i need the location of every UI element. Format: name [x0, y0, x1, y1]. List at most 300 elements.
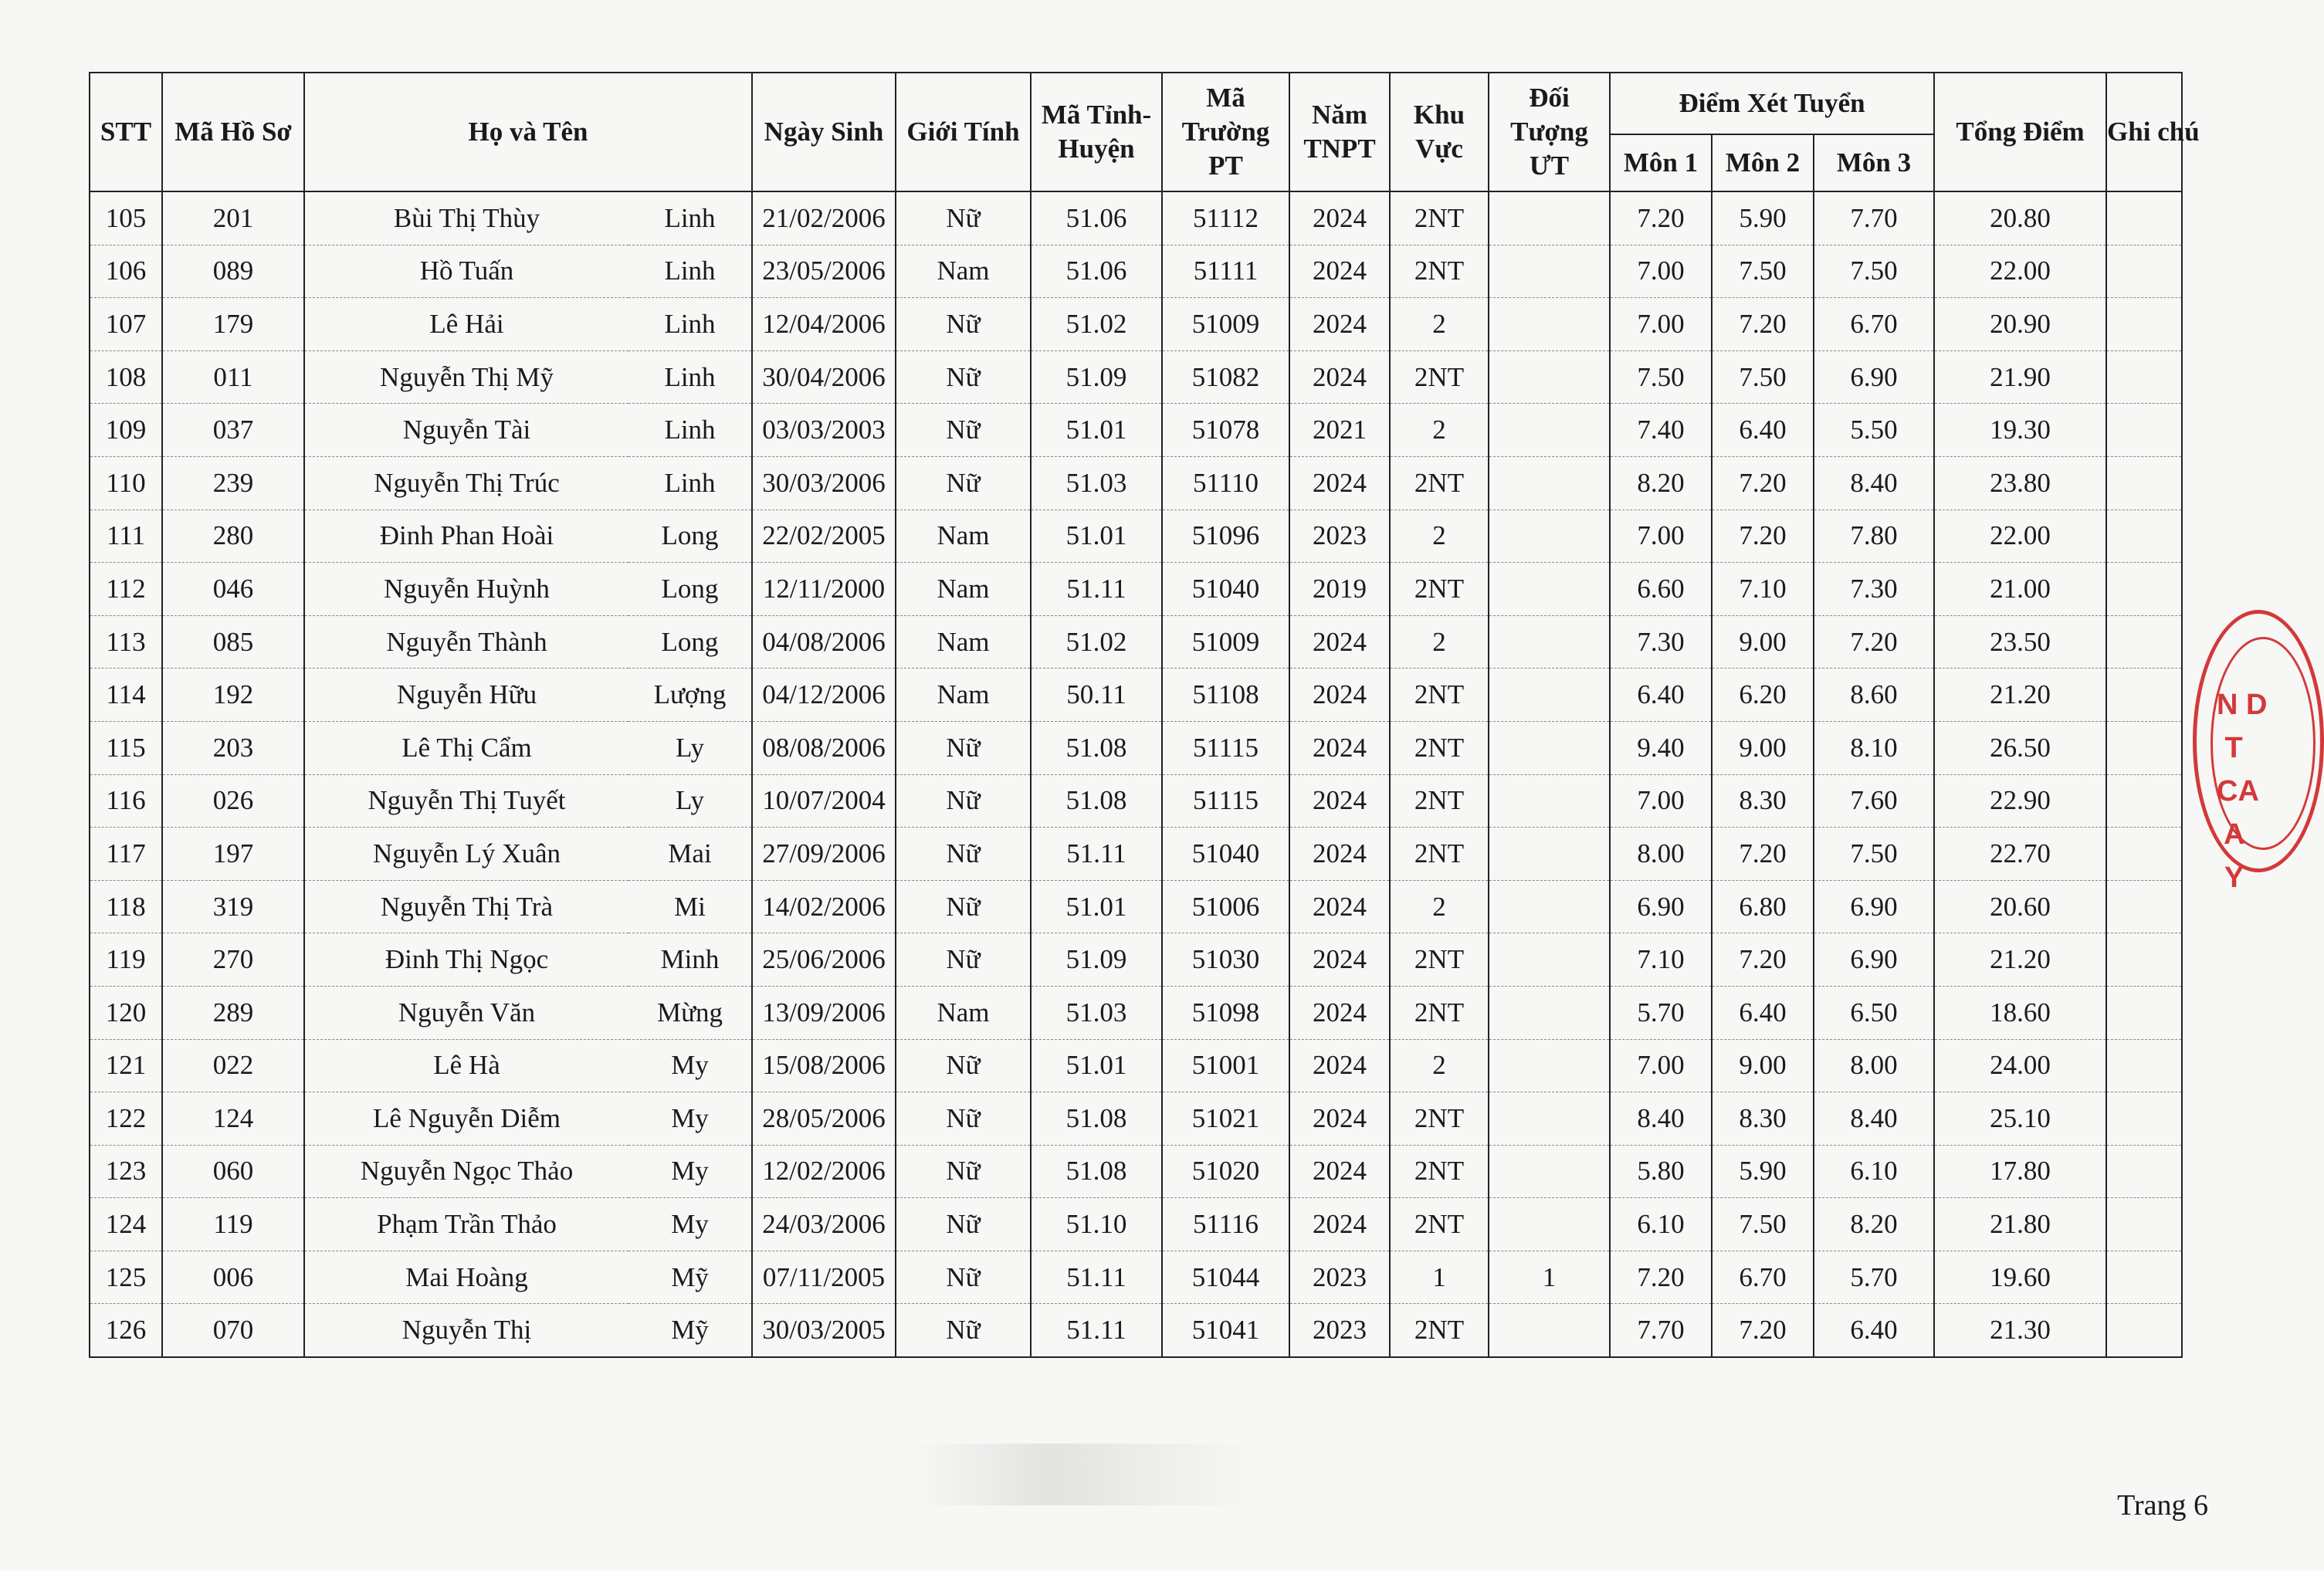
cell-mon-3: 5.50	[1814, 404, 1934, 457]
cell-mon-1: 6.10	[1610, 1198, 1712, 1251]
cell-mon-1: 7.00	[1610, 1039, 1712, 1092]
col-gioi-tinh: Giới Tính	[896, 73, 1031, 191]
cell-mon-1: 7.00	[1610, 510, 1712, 563]
cell-ngay-sinh: 27/09/2006	[752, 828, 896, 881]
cell-nam-tnpt: 2024	[1289, 191, 1390, 245]
cell-doi-tuong-ut	[1489, 669, 1610, 722]
cell-ten: Ly	[628, 721, 752, 774]
cell-doi-tuong-ut	[1489, 191, 1610, 245]
cell-ma-ho-so: 270	[162, 933, 304, 987]
cell-ghi-chu	[2106, 350, 2182, 404]
cell-ngay-sinh: 14/02/2006	[752, 880, 896, 933]
cell-ma-truong-pt: 51116	[1162, 1198, 1289, 1251]
cell-ngay-sinh: 30/03/2005	[752, 1304, 896, 1357]
cell-ten: My	[628, 1145, 752, 1198]
cell-mon-1: 7.10	[1610, 933, 1712, 987]
cell-nam-tnpt: 2024	[1289, 350, 1390, 404]
cell-gioi-tinh: Nữ	[896, 774, 1031, 828]
cell-ma-tinh-huyen: 51.10	[1031, 1198, 1162, 1251]
cell-mon-2: 9.00	[1712, 1039, 1814, 1092]
cell-ngay-sinh: 04/12/2006	[752, 669, 896, 722]
cell-ngay-sinh: 07/11/2005	[752, 1251, 896, 1304]
col-mon-2: Môn 2	[1712, 134, 1814, 191]
cell-mon-3: 6.90	[1814, 350, 1934, 404]
cell-ma-truong-pt: 51009	[1162, 298, 1289, 351]
cell-stt: 115	[90, 721, 162, 774]
cell-ghi-chu	[2106, 1304, 2182, 1357]
cell-ma-tinh-huyen: 51.03	[1031, 456, 1162, 510]
cell-gioi-tinh: Nam	[896, 986, 1031, 1039]
cell-mon-2: 5.90	[1712, 1145, 1814, 1198]
cell-ma-ho-so: 022	[162, 1039, 304, 1092]
cell-ho: Hồ Tuấn	[304, 245, 628, 298]
cell-tong-diem: 23.50	[1934, 615, 2106, 669]
cell-ho: Lê Thị Cẩm	[304, 721, 628, 774]
cell-ten: Minh	[628, 933, 752, 987]
cell-khu-vuc: 2	[1390, 880, 1489, 933]
cell-ma-truong-pt: 51112	[1162, 191, 1289, 245]
cell-ghi-chu	[2106, 1198, 2182, 1251]
cell-nam-tnpt: 2024	[1289, 1198, 1390, 1251]
cell-tong-diem: 21.80	[1934, 1198, 2106, 1251]
cell-tong-diem: 25.10	[1934, 1092, 2106, 1146]
table-row	[90, 774, 2182, 828]
page-number: Trang 6	[2117, 1489, 2208, 1522]
cell-ma-truong-pt: 51030	[1162, 933, 1289, 987]
cell-stt: 124	[90, 1198, 162, 1251]
cell-ma-ho-so: 006	[162, 1251, 304, 1304]
cell-doi-tuong-ut	[1489, 1039, 1610, 1092]
cell-ten: Linh	[628, 456, 752, 510]
cell-stt: 105	[90, 191, 162, 245]
cell-nam-tnpt: 2024	[1289, 669, 1390, 722]
col-doi-tuong-ut: Đối Tượng ƯT	[1489, 73, 1610, 191]
cell-khu-vuc: 2NT	[1390, 828, 1489, 881]
cell-mon-1: 5.70	[1610, 986, 1712, 1039]
cell-mon-1: 8.20	[1610, 456, 1712, 510]
col-mon-1: Môn 1	[1610, 134, 1712, 191]
cell-ma-ho-so: 026	[162, 774, 304, 828]
cell-khu-vuc: 2NT	[1390, 986, 1489, 1039]
cell-ma-truong-pt: 51040	[1162, 563, 1289, 616]
cell-tong-diem: 22.00	[1934, 510, 2106, 563]
cell-gioi-tinh: Nữ	[896, 191, 1031, 245]
cell-ghi-chu	[2106, 933, 2182, 987]
cell-nam-tnpt: 2021	[1289, 404, 1390, 457]
cell-ten: Linh	[628, 298, 752, 351]
cell-gioi-tinh: Nữ	[896, 933, 1031, 987]
admission-score-table	[89, 72, 2200, 1358]
cell-nam-tnpt: 2024	[1289, 721, 1390, 774]
cell-ho: Đinh Thị Ngọc	[304, 933, 628, 987]
cell-ho: Bùi Thị Thùy	[304, 191, 628, 245]
cell-ma-ho-so: 280	[162, 510, 304, 563]
cell-mon-2: 7.20	[1712, 1304, 1814, 1357]
col-ma-tinh-huyen: Mã Tỉnh-Huyện	[1031, 73, 1162, 191]
cell-mon-3: 6.50	[1814, 986, 1934, 1039]
cell-ma-tinh-huyen: 51.06	[1031, 245, 1162, 298]
cell-khu-vuc: 2NT	[1390, 563, 1489, 616]
cell-mon-2: 7.20	[1712, 456, 1814, 510]
cell-ma-truong-pt: 51082	[1162, 350, 1289, 404]
col-ma-truong-pt: Mã Trường PT	[1162, 73, 1289, 191]
cell-ma-ho-so: 289	[162, 986, 304, 1039]
cell-khu-vuc: 2	[1390, 615, 1489, 669]
cell-ho: Nguyễn Văn	[304, 986, 628, 1039]
cell-tong-diem: 21.30	[1934, 1304, 2106, 1357]
cell-ma-ho-so: 089	[162, 245, 304, 298]
cell-gioi-tinh: Nữ	[896, 404, 1031, 457]
table-row	[90, 1145, 2182, 1198]
cell-ma-truong-pt: 51111	[1162, 245, 1289, 298]
cell-nam-tnpt: 2024	[1289, 933, 1390, 987]
cell-ten: Mi	[628, 880, 752, 933]
cell-ma-ho-so: 124	[162, 1092, 304, 1146]
cell-ma-tinh-huyen: 51.09	[1031, 933, 1162, 987]
cell-ten: Linh	[628, 350, 752, 404]
cell-mon-3: 7.30	[1814, 563, 1934, 616]
cell-mon-1: 7.50	[1610, 350, 1712, 404]
cell-mon-1: 8.00	[1610, 828, 1712, 881]
cell-nam-tnpt: 2024	[1289, 615, 1390, 669]
cell-stt: 109	[90, 404, 162, 457]
scan-smudge	[911, 1444, 1259, 1505]
cell-stt: 119	[90, 933, 162, 987]
cell-tong-diem: 19.30	[1934, 404, 2106, 457]
cell-doi-tuong-ut	[1489, 1092, 1610, 1146]
cell-ma-truong-pt: 51020	[1162, 1145, 1289, 1198]
cell-doi-tuong-ut	[1489, 880, 1610, 933]
cell-stt: 114	[90, 669, 162, 722]
cell-mon-3: 7.80	[1814, 510, 1934, 563]
cell-khu-vuc: 2NT	[1390, 350, 1489, 404]
cell-mon-1: 7.70	[1610, 1304, 1712, 1357]
cell-ten: Linh	[628, 245, 752, 298]
cell-nam-tnpt: 2024	[1289, 1039, 1390, 1092]
cell-ghi-chu	[2106, 615, 2182, 669]
cell-stt: 122	[90, 1092, 162, 1146]
cell-mon-2: 7.20	[1712, 298, 1814, 351]
cell-ghi-chu	[2106, 191, 2182, 245]
cell-mon-1: 5.80	[1610, 1145, 1712, 1198]
cell-gioi-tinh: Nữ	[896, 456, 1031, 510]
col-nam-tnpt: Năm TNPT	[1289, 73, 1390, 191]
cell-ngay-sinh: 25/06/2006	[752, 933, 896, 987]
cell-ngay-sinh: 22/02/2005	[752, 510, 896, 563]
cell-mon-2: 8.30	[1712, 1092, 1814, 1146]
cell-gioi-tinh: Nữ	[896, 1198, 1031, 1251]
cell-ho: Nguyễn Thị	[304, 1304, 628, 1357]
cell-mon-2: 6.70	[1712, 1251, 1814, 1304]
cell-ghi-chu	[2106, 1145, 2182, 1198]
col-khu-vuc: Khu Vực	[1390, 73, 1489, 191]
cell-stt: 116	[90, 774, 162, 828]
table-row	[90, 456, 2182, 510]
cell-stt: 110	[90, 456, 162, 510]
cell-ma-tinh-huyen: 51.11	[1031, 563, 1162, 616]
cell-mon-1: 9.40	[1610, 721, 1712, 774]
cell-mon-2: 7.20	[1712, 933, 1814, 987]
cell-mon-1: 6.90	[1610, 880, 1712, 933]
cell-gioi-tinh: Nam	[896, 615, 1031, 669]
cell-nam-tnpt: 2024	[1289, 1145, 1390, 1198]
cell-ma-truong-pt: 51110	[1162, 456, 1289, 510]
cell-ma-truong-pt: 51009	[1162, 615, 1289, 669]
cell-stt: 107	[90, 298, 162, 351]
col-stt: STT	[90, 73, 162, 191]
cell-mon-1: 6.60	[1610, 563, 1712, 616]
cell-ngay-sinh: 13/09/2006	[752, 986, 896, 1039]
cell-gioi-tinh: Nữ	[896, 298, 1031, 351]
cell-doi-tuong-ut	[1489, 245, 1610, 298]
cell-khu-vuc: 2NT	[1390, 721, 1489, 774]
cell-gioi-tinh: Nam	[896, 563, 1031, 616]
cell-tong-diem: 17.80	[1934, 1145, 2106, 1198]
cell-stt: 125	[90, 1251, 162, 1304]
cell-gioi-tinh: Nam	[896, 245, 1031, 298]
table-row	[90, 350, 2182, 404]
cell-stt: 106	[90, 245, 162, 298]
cell-ma-tinh-huyen: 51.03	[1031, 986, 1162, 1039]
cell-mon-1: 7.20	[1610, 191, 1712, 245]
cell-ma-truong-pt: 51115	[1162, 721, 1289, 774]
cell-doi-tuong-ut	[1489, 615, 1610, 669]
cell-ma-truong-pt: 51040	[1162, 828, 1289, 881]
cell-ghi-chu	[2106, 986, 2182, 1039]
cell-mon-3: 8.10	[1814, 721, 1934, 774]
cell-mon-1: 6.40	[1610, 669, 1712, 722]
cell-ten: My	[628, 1198, 752, 1251]
red-seal-stamp	[2193, 610, 2324, 894]
cell-doi-tuong-ut: 1	[1489, 1251, 1610, 1304]
cell-nam-tnpt: 2023	[1289, 1251, 1390, 1304]
cell-mon-1: 7.40	[1610, 404, 1712, 457]
cell-tong-diem: 24.00	[1934, 1039, 2106, 1092]
cell-mon-2: 7.50	[1712, 1198, 1814, 1251]
cell-mon-2: 7.50	[1712, 245, 1814, 298]
table-body	[90, 191, 2182, 1357]
cell-ngay-sinh: 10/07/2004	[752, 774, 896, 828]
cell-ten: Long	[628, 510, 752, 563]
cell-ngay-sinh: 21/02/2006	[752, 191, 896, 245]
cell-khu-vuc: 2NT	[1390, 774, 1489, 828]
cell-mon-2: 6.80	[1712, 880, 1814, 933]
cell-ma-truong-pt: 51098	[1162, 986, 1289, 1039]
cell-ma-ho-so: 060	[162, 1145, 304, 1198]
cell-ma-tinh-huyen: 51.11	[1031, 1251, 1162, 1304]
cell-stt: 117	[90, 828, 162, 881]
cell-ma-truong-pt: 51001	[1162, 1039, 1289, 1092]
cell-ma-tinh-huyen: 51.02	[1031, 298, 1162, 351]
cell-nam-tnpt: 2024	[1289, 456, 1390, 510]
cell-ten: My	[628, 1092, 752, 1146]
cell-ma-truong-pt: 51044	[1162, 1251, 1289, 1304]
cell-ngay-sinh: 12/11/2000	[752, 563, 896, 616]
col-mon-3: Môn 3	[1814, 134, 1934, 191]
cell-nam-tnpt: 2024	[1289, 880, 1390, 933]
cell-ngay-sinh: 03/03/2003	[752, 404, 896, 457]
cell-ma-ho-so: 085	[162, 615, 304, 669]
cell-ma-tinh-huyen: 51.06	[1031, 191, 1162, 245]
table-row	[90, 1039, 2182, 1092]
cell-nam-tnpt: 2023	[1289, 510, 1390, 563]
cell-mon-2: 6.20	[1712, 669, 1814, 722]
cell-mon-3: 7.70	[1814, 191, 1934, 245]
cell-ma-truong-pt: 51078	[1162, 404, 1289, 457]
cell-stt: 118	[90, 880, 162, 933]
table-row	[90, 1198, 2182, 1251]
cell-doi-tuong-ut	[1489, 828, 1610, 881]
cell-ma-tinh-huyen: 51.02	[1031, 615, 1162, 669]
cell-ten: Long	[628, 563, 752, 616]
cell-mon-1: 7.30	[1610, 615, 1712, 669]
cell-ghi-chu	[2106, 1251, 2182, 1304]
cell-ten: Mỹ	[628, 1304, 752, 1357]
cell-doi-tuong-ut	[1489, 986, 1610, 1039]
cell-ten: Long	[628, 615, 752, 669]
cell-ma-truong-pt: 51108	[1162, 669, 1289, 722]
cell-ho: Nguyễn Tài	[304, 404, 628, 457]
cell-ho: Mai Hoàng	[304, 1251, 628, 1304]
cell-stt: 108	[90, 350, 162, 404]
cell-khu-vuc: 2	[1390, 298, 1489, 351]
stamp-text: N D T CA A Y	[2217, 689, 2268, 894]
cell-gioi-tinh: Nữ	[896, 828, 1031, 881]
cell-mon-3: 6.90	[1814, 880, 1934, 933]
cell-gioi-tinh: Nữ	[896, 1092, 1031, 1146]
cell-mon-1: 8.40	[1610, 1092, 1712, 1146]
cell-khu-vuc: 2	[1390, 404, 1489, 457]
table-row	[90, 615, 2182, 669]
cell-ghi-chu	[2106, 774, 2182, 828]
cell-gioi-tinh: Nữ	[896, 880, 1031, 933]
cell-khu-vuc: 2	[1390, 1039, 1489, 1092]
cell-nam-tnpt: 2024	[1289, 1092, 1390, 1146]
cell-mon-2: 5.90	[1712, 191, 1814, 245]
cell-gioi-tinh: Nam	[896, 669, 1031, 722]
cell-nam-tnpt: 2019	[1289, 563, 1390, 616]
cell-gioi-tinh: Nữ	[896, 1145, 1031, 1198]
cell-ngay-sinh: 24/03/2006	[752, 1198, 896, 1251]
cell-mon-1: 7.20	[1610, 1251, 1712, 1304]
cell-khu-vuc: 2NT	[1390, 191, 1489, 245]
cell-ho: Lê Hà	[304, 1039, 628, 1092]
cell-ho: Đinh Phan Hoài	[304, 510, 628, 563]
cell-ngay-sinh: 23/05/2006	[752, 245, 896, 298]
cell-ghi-chu	[2106, 404, 2182, 457]
cell-ten: Lượng	[628, 669, 752, 722]
cell-mon-3: 8.60	[1814, 669, 1934, 722]
cell-ma-ho-so: 203	[162, 721, 304, 774]
cell-nam-tnpt: 2023	[1289, 1304, 1390, 1357]
cell-ngay-sinh: 12/04/2006	[752, 298, 896, 351]
cell-nam-tnpt: 2024	[1289, 298, 1390, 351]
cell-khu-vuc: 2NT	[1390, 245, 1489, 298]
cell-mon-1: 7.00	[1610, 774, 1712, 828]
cell-mon-3: 6.90	[1814, 933, 1934, 987]
cell-stt: 113	[90, 615, 162, 669]
cell-ghi-chu	[2106, 721, 2182, 774]
cell-tong-diem: 20.80	[1934, 191, 2106, 245]
table-row	[90, 510, 2182, 563]
table-header	[90, 73, 2200, 191]
cell-gioi-tinh: Nữ	[896, 1039, 1031, 1092]
cell-tong-diem: 26.50	[1934, 721, 2106, 774]
cell-mon-1: 7.00	[1610, 245, 1712, 298]
cell-khu-vuc: 2NT	[1390, 456, 1489, 510]
cell-ma-tinh-huyen: 51.01	[1031, 880, 1162, 933]
cell-ngay-sinh: 30/04/2006	[752, 350, 896, 404]
cell-khu-vuc: 2NT	[1390, 1304, 1489, 1357]
cell-ghi-chu	[2106, 1039, 2182, 1092]
col-ma-ho-so: Mã Hồ Sơ	[162, 73, 304, 191]
cell-ten: My	[628, 1039, 752, 1092]
table-row	[90, 1251, 2182, 1304]
cell-mon-2: 7.10	[1712, 563, 1814, 616]
cell-doi-tuong-ut	[1489, 774, 1610, 828]
cell-mon-3: 7.50	[1814, 828, 1934, 881]
cell-ma-tinh-huyen: 51.08	[1031, 1092, 1162, 1146]
cell-doi-tuong-ut	[1489, 350, 1610, 404]
cell-ghi-chu	[2106, 245, 2182, 298]
cell-ghi-chu	[2106, 828, 2182, 881]
cell-mon-2: 7.20	[1712, 510, 1814, 563]
cell-ghi-chu	[2106, 456, 2182, 510]
cell-mon-2: 9.00	[1712, 721, 1814, 774]
cell-tong-diem: 20.60	[1934, 880, 2106, 933]
cell-mon-3: 5.70	[1814, 1251, 1934, 1304]
table-row	[90, 721, 2182, 774]
cell-ten: Linh	[628, 191, 752, 245]
cell-nam-tnpt: 2024	[1289, 986, 1390, 1039]
cell-stt: 123	[90, 1145, 162, 1198]
cell-ma-tinh-huyen: 51.09	[1031, 350, 1162, 404]
cell-nam-tnpt: 2024	[1289, 774, 1390, 828]
cell-stt: 120	[90, 986, 162, 1039]
col-ngay-sinh: Ngày Sinh	[752, 73, 896, 191]
cell-tong-diem: 22.70	[1934, 828, 2106, 881]
cell-khu-vuc: 2NT	[1390, 1145, 1489, 1198]
cell-ngay-sinh: 08/08/2006	[752, 721, 896, 774]
cell-nam-tnpt: 2024	[1289, 245, 1390, 298]
cell-ngay-sinh: 28/05/2006	[752, 1092, 896, 1146]
cell-ho: Nguyễn Hữu	[304, 669, 628, 722]
cell-tong-diem: 18.60	[1934, 986, 2106, 1039]
cell-ma-ho-so: 201	[162, 191, 304, 245]
cell-ma-truong-pt: 51006	[1162, 880, 1289, 933]
cell-ten: Mừng	[628, 986, 752, 1039]
cell-ma-ho-so: 119	[162, 1198, 304, 1251]
cell-doi-tuong-ut	[1489, 721, 1610, 774]
cell-ten: Mai	[628, 828, 752, 881]
cell-doi-tuong-ut	[1489, 563, 1610, 616]
cell-gioi-tinh: Nữ	[896, 350, 1031, 404]
cell-ten: Ly	[628, 774, 752, 828]
cell-ngay-sinh: 12/02/2006	[752, 1145, 896, 1198]
table-row	[90, 191, 2182, 245]
cell-ten: Mỹ	[628, 1251, 752, 1304]
cell-ma-tinh-huyen: 51.11	[1031, 828, 1162, 881]
cell-tong-diem: 21.00	[1934, 563, 2106, 616]
cell-stt: 121	[90, 1039, 162, 1092]
cell-mon-1: 7.00	[1610, 298, 1712, 351]
table-row	[90, 828, 2182, 881]
cell-mon-3: 7.50	[1814, 245, 1934, 298]
cell-doi-tuong-ut	[1489, 456, 1610, 510]
col-diem-xet-tuyen: Điểm Xét Tuyển	[1610, 73, 1934, 134]
cell-mon-2: 6.40	[1712, 404, 1814, 457]
table-row	[90, 563, 2182, 616]
